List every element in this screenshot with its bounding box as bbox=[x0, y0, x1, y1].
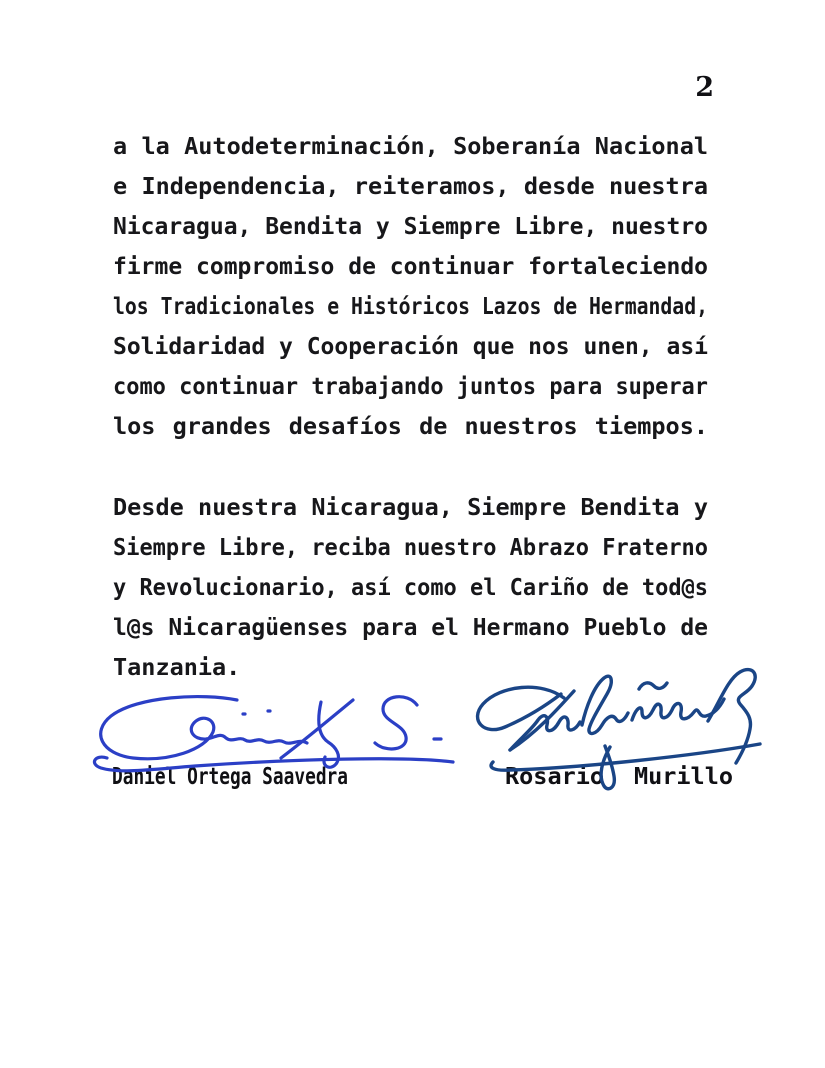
text-line: Siempre Libre, reciba nuestro Abrazo Fraterno bbox=[113, 533, 708, 561]
paragraph-2 bbox=[113, 487, 708, 687]
text-line: Tanzania. bbox=[113, 653, 241, 681]
text-line: Desde nuestra Nicaragua, Siempre Bendita y bbox=[113, 493, 708, 521]
text-line: los Tradicionales e Históricos Lazos de Hermandad, bbox=[113, 292, 708, 320]
text-line: los grandes desafíos de nuestros tiempos. bbox=[113, 412, 708, 440]
signatory-name-rosario-murillo: Rosario Murillo bbox=[505, 762, 733, 790]
text-line: Nicaragua, Bendita y Siempre Libre, nuestro bbox=[113, 212, 708, 240]
signatory-name-daniel-ortega: Daniel Ortega Saavedra bbox=[112, 762, 348, 790]
text-line: e Independencia, reiteramos, desde nuestra bbox=[113, 172, 708, 200]
text-line: como continuar trabajando juntos para superar bbox=[113, 372, 708, 400]
daniel-ortega-signature bbox=[85, 688, 460, 780]
letter-body bbox=[113, 126, 708, 687]
text-line: firme compromiso de continuar fortaleciendo bbox=[113, 252, 708, 280]
text-line: Solidaridad y Cooperación que nos unen, así bbox=[113, 332, 708, 360]
rosario-murillo-signature bbox=[448, 663, 783, 798]
text-line: l@s Nicaragüenses para el Hermano Pueblo de bbox=[113, 613, 708, 641]
page-number: 2 bbox=[695, 72, 714, 103]
text-line: y Revolucionario, así como el Cariño de tod@s bbox=[113, 573, 708, 601]
text-line: a la Autodeterminación, Soberanía Nacional bbox=[113, 132, 708, 160]
paragraph-1 bbox=[113, 126, 708, 446]
